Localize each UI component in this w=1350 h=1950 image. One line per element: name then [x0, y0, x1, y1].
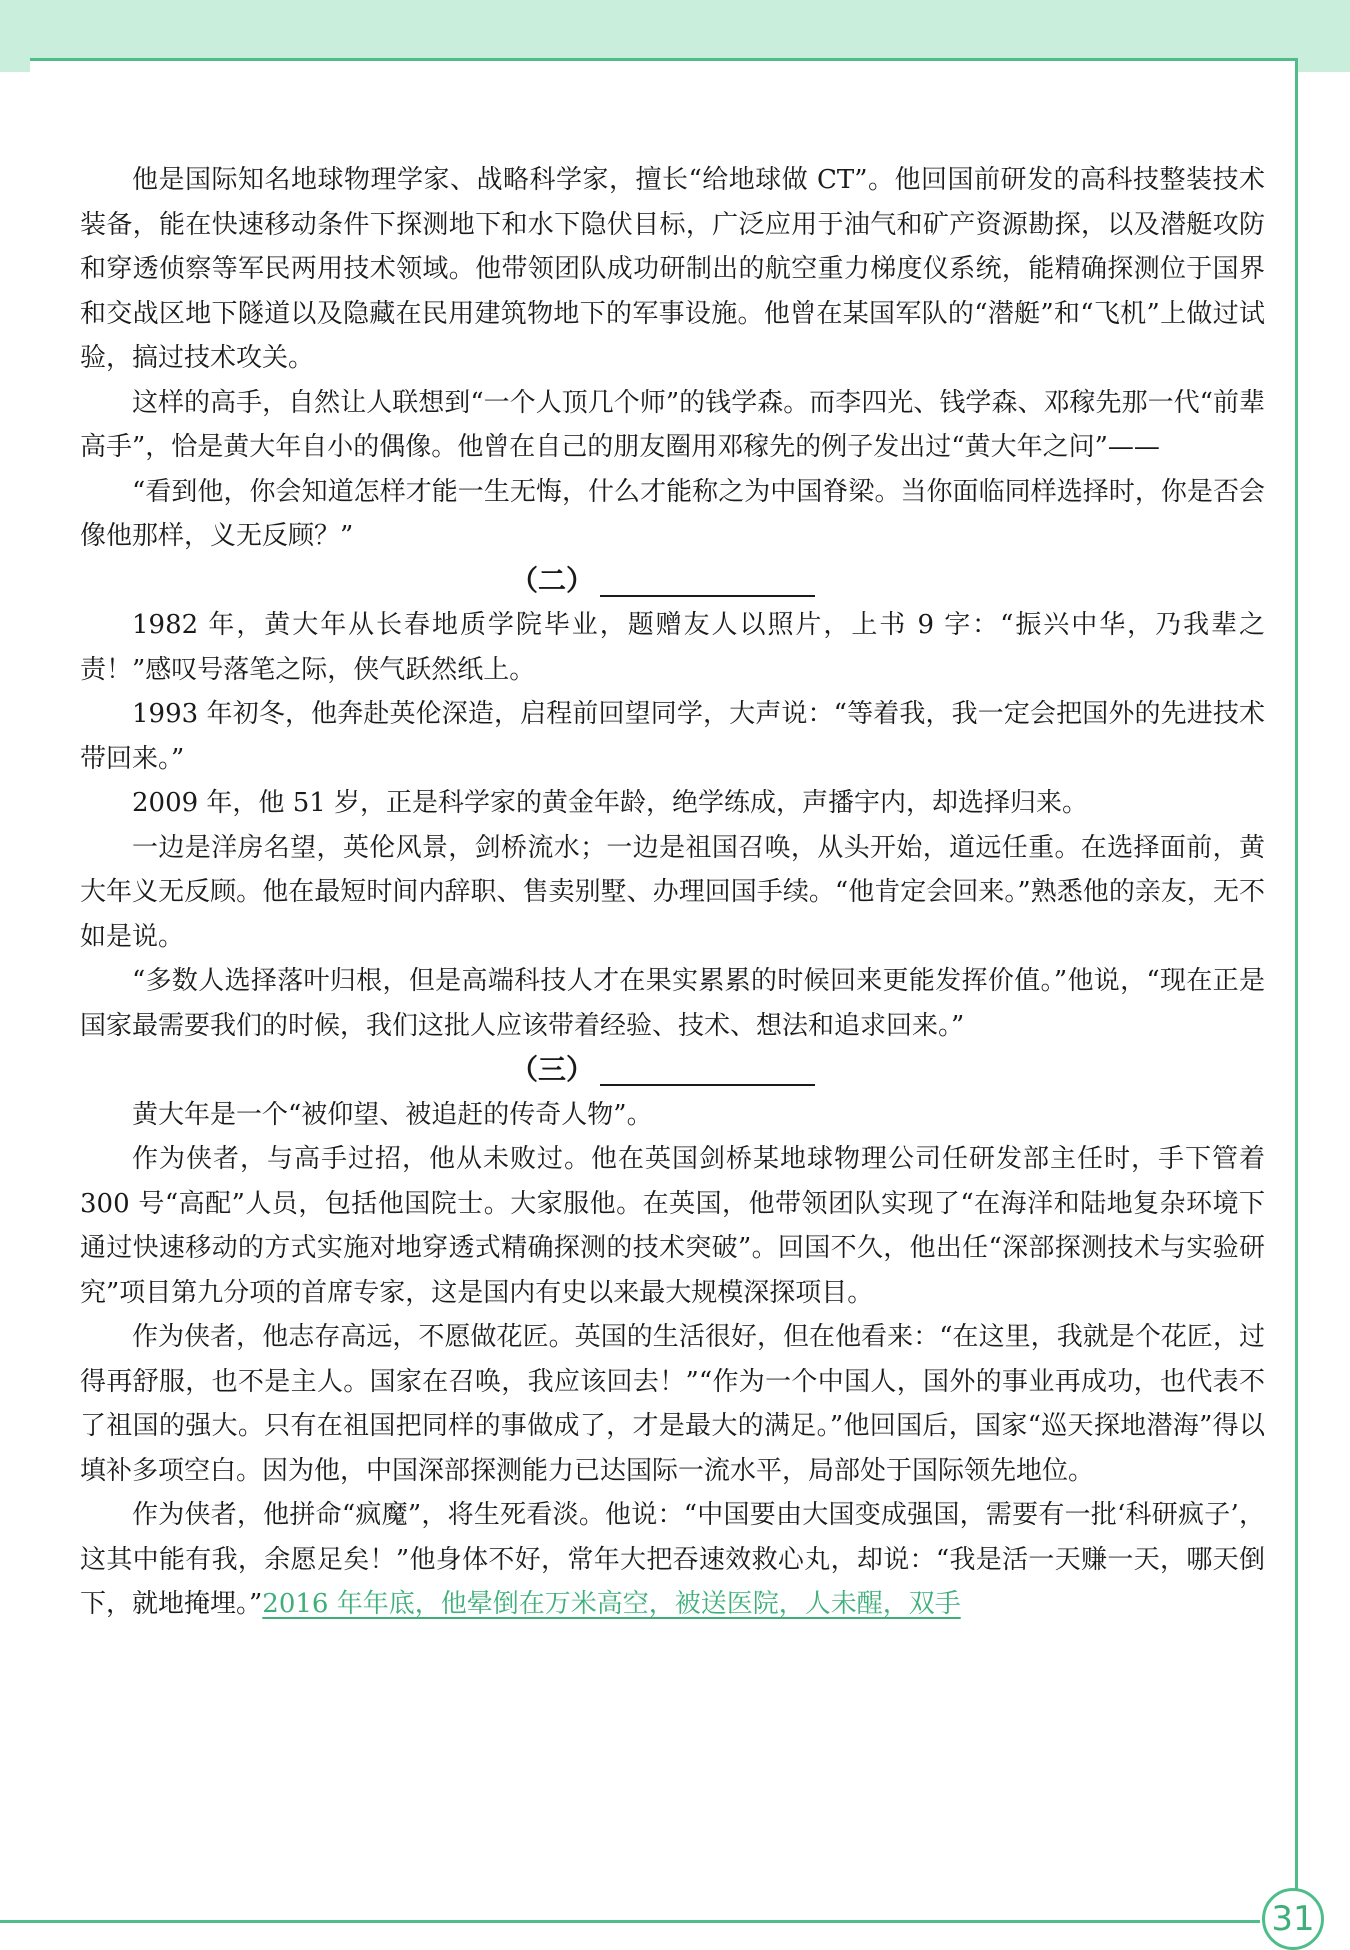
- title-blank-line: [600, 1054, 815, 1086]
- section-number: （二）: [510, 563, 595, 597]
- paragraph: 2009 年，他 51 岁，正是科学家的黄金年龄，绝学练成，声播宇内，却选择归来。: [132, 788, 1089, 818]
- highlighted-sentence: 2016 年年底，他晕倒在万米高空，被送医院，人未醒，双手: [262, 1589, 961, 1619]
- paragraph: “多数人选择落叶归根，但是高端科技人才在果实累累的时候回来更能发挥价值。”他说，“现在正是国家最需要我们的时候，我们这批人应该带着经验、技术、想法和追求回来。”: [80, 966, 1265, 1041]
- section-number: （三）: [510, 1053, 595, 1086]
- paragraph: 1993 年初冬，他奔赴英伦深造，启程前回望同学，大声说：“等着我，我一定会把国外的先进技术带回来。”: [80, 699, 1265, 774]
- paragraph-text: 作为侠者，他拼命“疯魔”，将生死看淡。他说：“中国要由大国变成强国，需要有一批‘科研疯子’，这其中能有我，余愿足矣！”他身体不好，常年大把吞速效救心丸，却说：“我是活一天赚一天，哪天倒下，就地掩埋。”: [80, 1500, 1265, 1619]
- section-heading-three: [80, 1048, 1265, 1093]
- paragraph: 1982 年，黄大年从长春地质学院毕业，题赠友人以照片，上书 9 字：“振兴中华，乃我辈之责！”感叹号落笔之际，侠气跃然纸上。: [80, 610, 1265, 685]
- paragraph: 黄大年是一个“被仰望、被追赶的传奇人物”。: [132, 1099, 653, 1130]
- paragraph-last: [80, 1493, 1265, 1627]
- paragraph: 他是国际知名地球物理学家、战略科学家，擅长“给地球做 CT”。他回国前研发的高科技整装技术装备，能在快速移动条件下探测地下和水下隐伏目标，广泛应用于油气和矿产资源勘探，以及潜艇攻防和穿透侦察等军民两用技术领域。他带领团队成功研制出的航空重力梯度仪系统，能精确探测位于国界和交战区地下隧道以及隐藏在民用建筑物地下的军事设施。他曾在某国军队的“潜艇”和“飞机”上做过试验，搞过技术攻关。: [80, 165, 1265, 373]
- page-number: 31: [1262, 1888, 1324, 1950]
- paragraph: 作为侠者，与高手过招，他从未败过。他在英国剑桥某地球物理公司任研发部主任时，手下管着 300 号“高配”人员，包括他国院士。大家服他。在英国，他带领团队实现了“在海洋和陆地复杂环境下通过快速移动的方式实施对地穿透式精确探测的技术突破”。回国不久，他出任“深部探测技术与实验研究”项目第九分项的首席专家，这是国内有史以来最大规模深探项目。: [80, 1144, 1265, 1308]
- section-heading-two: [80, 559, 1265, 604]
- article-body: [80, 158, 1265, 1627]
- paragraph: 一边是洋房名望，英伦风景，剑桥流水；一边是祖国召唤，从头开始，道远任重。在选择面前，黄大年义无反顾。他在最短时间内辞职、售卖别墅、办理回国手续。“他肯定会回来。”熟悉他的亲友，无不如是说。: [80, 832, 1265, 952]
- title-blank-line: [600, 565, 815, 597]
- paragraph: “看到他，你会知道怎样才能一生无悔，什么才能称之为中国脊梁。当你面临同样选择时，你是否会像他那样，义无反顾？”: [80, 476, 1265, 551]
- paragraph: 这样的高手，自然让人联想到“一个人顶几个师”的钱学森。而李四光、钱学森、邓稼先那一代“前辈高手”，恰是黄大年自小的偶像。他曾在自己的朋友圈用邓稼先的例子发出过“黄大年之问”——: [80, 387, 1265, 462]
- bottom-rule: [0, 1920, 1260, 1923]
- paragraph: 作为侠者，他志存高远，不愿做花匠。英国的生活很好，但在他看来：“在这里，我就是个花匠，过得再舒服，也不是主人。国家在召唤，我应该回去！”“作为一个中国人，国外的事业再成功，也代表不了祖国的强大。只有在祖国把同样的事做成了，才是最大的满足。”他回国后，国家“巡天探地潜海”得以填补多项空白。因为他，中国深部探测能力已达国际一流水平，局部处于国际领先地位。: [80, 1322, 1265, 1486]
